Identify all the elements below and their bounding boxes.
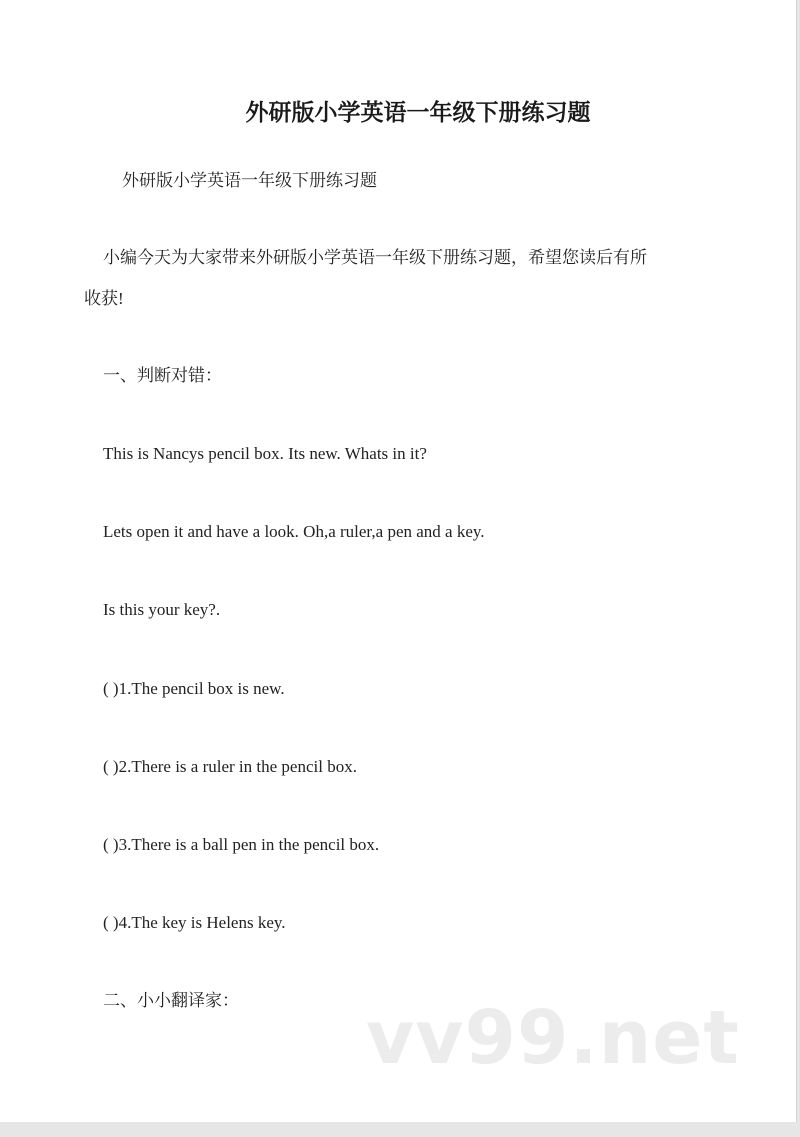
question-item: ( )1.The pencil box is new. bbox=[103, 679, 285, 698]
question-item: ( )2.There is a ruler in the pencil box. bbox=[103, 757, 357, 776]
section-heading-1: 一、判断对错： bbox=[103, 366, 222, 385]
passage-line: Is this your key?. bbox=[103, 600, 221, 619]
passage-line: Lets open it and have a look. Oh,a ruler,a pen and a key. bbox=[103, 522, 485, 541]
question-item: ( )4.The key is Helens key. bbox=[103, 913, 286, 932]
intro-line-1: 小编今天为大家带来外研版小学英语一年级下册练习题，希望您读后有所 bbox=[103, 248, 647, 267]
watermark: vv99.net bbox=[366, 995, 740, 1081]
question-item: ( )3.There is a ball pen in the pencil box. bbox=[103, 835, 380, 854]
subtitle: 外研版小学英语一年级下册练习题 bbox=[122, 171, 377, 190]
section-heading-2: 二、小小翻译家： bbox=[103, 991, 239, 1010]
page-title: 外研版小学英语一年级下册练习题 bbox=[245, 100, 591, 126]
intro-line-2: 收获! bbox=[84, 289, 124, 308]
passage-line: This is Nancys pencil box. Its new. Whats in it? bbox=[103, 444, 427, 463]
